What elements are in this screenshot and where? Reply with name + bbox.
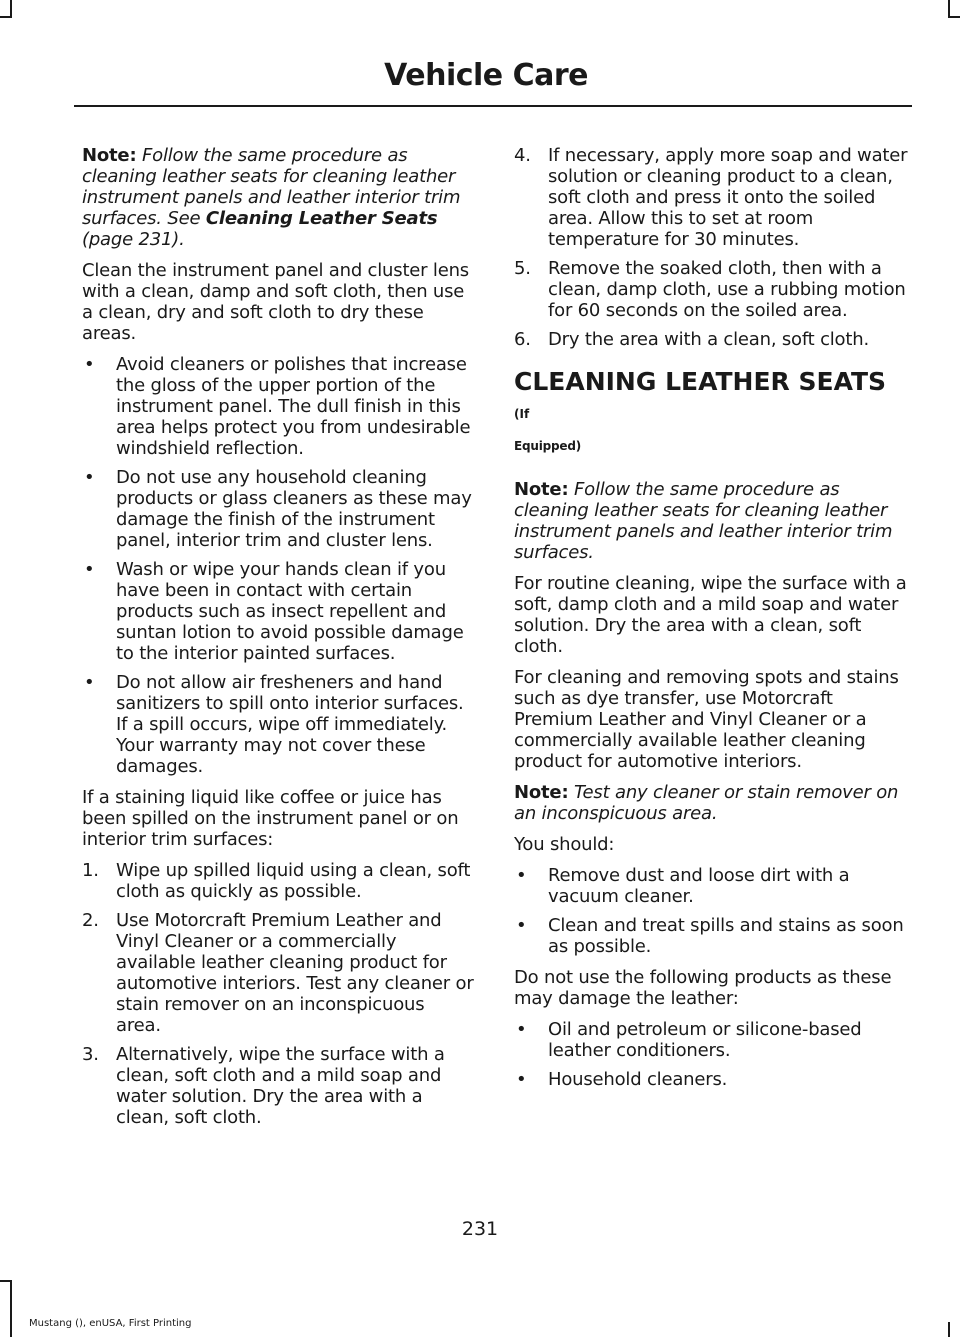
note-label: Note: [514,782,569,803]
right-column [514,145,908,1100]
list-item-text: Wipe up spilled liquid using a clean, soft cloth as quickly as possible. [116,860,471,902]
page-number: 231 [461,1218,499,1240]
list-item [514,915,908,957]
list-item [514,145,908,250]
bullet-list [514,1019,908,1090]
step-number: 3. [82,1044,99,1065]
body-paragraph: For routine cleaning, wipe the surface with a soft, damp cloth and a mild soap and water solution. Dry the area with a clean, soft cloth. [514,573,907,657]
list-item [82,354,474,459]
left-column [82,145,474,1138]
section-heading-qualifier-line2: Equipped) [514,439,582,453]
bullet-list [82,354,474,777]
section-heading [514,368,908,428]
cross-reference-link[interactable]: Cleaning Leather Seats [205,208,438,229]
list-item-text: Household cleaners. [548,1069,728,1090]
body-paragraph: You should: [514,834,615,855]
bullet-marker: • [84,354,95,375]
list-item [82,672,474,777]
list-item [514,1069,908,1090]
body-paragraph: Do not use the following products as these may damage the leather: [514,967,892,1009]
body-paragraph: Clean the instrument panel and cluster lens with a clean, damp and soft cloth, then use a clean, dry and soft cloth to dry these areas. [82,260,469,344]
list-item [82,860,474,902]
crop-mark [0,16,12,18]
numbered-list [82,860,474,1128]
section-heading-text: CLEANING LEATHER SEATS [514,367,887,396]
bullet-marker: • [84,672,95,693]
step-number: 5. [514,258,531,279]
list-item [82,1044,474,1128]
note-text: Follow the same procedure as cleaning leather seats for cleaning leather instrument panels and leather interior trim surfaces. See [82,145,461,229]
list-item-text: Use Motorcraft Premium Leather and Vinyl Cleaner or a commercially available leather cleaning product for automotive interiors. Test any cleaner or stain remover on an inconspicuous area. [116,910,474,1036]
bullet-marker: • [516,865,527,886]
note-label: Note: [82,145,137,166]
bullet-marker: • [84,559,95,580]
cross-reference-page: (page 231). [82,229,185,250]
body-paragraph: For cleaning and removing spots and stains such as dye transfer, use Motorcraft Premium Leather and Vinyl Cleaner or a commercially available leather cleaning product for automotive interiors. [514,667,899,772]
section-heading-qualifier: (If [514,407,530,421]
note-paragraph [514,782,908,824]
list-item-text: Alternatively, wipe the surface with a clean, soft cloth and a mild soap and water solution. Dry the area with a clean, soft cloth. [116,1044,445,1128]
step-number: 1. [82,860,99,881]
bullet-marker: • [516,915,527,936]
list-item-text: Remove dust and loose dirt with a vacuum cleaner. [548,865,850,907]
page-header-title: Vehicle Care [384,58,588,93]
note-paragraph [82,145,474,250]
note-text: Follow the same procedure as cleaning leather seats for cleaning leather instrument panels and leather interior trim surfaces. [514,479,893,563]
crop-mark [0,1280,12,1282]
list-item-text: Dry the area with a clean, soft cloth. [548,329,869,350]
bullet-marker: • [516,1069,527,1090]
bullet-marker: • [84,467,95,488]
list-item [514,1019,908,1061]
crop-mark [948,1322,950,1337]
list-item [514,329,908,350]
list-item-text: Do not use any household cleaning products or glass cleaners as these may damage the finish of the instrument panel, interior trim and cluster lens. [116,467,472,551]
bullet-list [514,865,908,957]
list-item-text: Avoid cleaners or polishes that increase the gloss of the upper portion of the instrument panel. The dull finish in this area helps protect you from undesirable windshield reflection. [116,354,471,459]
step-number: 2. [82,910,99,931]
body-paragraph: If a staining liquid like coffee or juice has been spilled on the instrument panel or on interior trim surfaces: [82,787,459,850]
note-paragraph [514,479,908,563]
step-number: 4. [514,145,531,166]
list-item-text: Remove the soaked cloth, then with a clean, damp cloth, use a rubbing motion for 60 seconds on the soiled area. [548,258,906,321]
list-item-text: Clean and treat spills and stains as soon as possible. [548,915,904,957]
list-item-text: Wash or wipe your hands clean if you have been in contact with certain products such as insect repellent and suntan lotion to avoid possible damage to the interior painted surfaces. [116,559,464,664]
numbered-list [514,145,908,350]
bullet-marker: • [516,1019,527,1040]
note-label: Note: [514,479,569,500]
list-item-text: If necessary, apply more soap and water solution or cleaning product to a clean, soft cloth and press it onto the soiled area. Allow this to set at room temperature for 30 minutes. [548,145,908,250]
list-item [82,910,474,1036]
list-item [514,865,908,907]
list-item [82,467,474,551]
list-item-text: Do not allow air fresheners and hand sanitizers to spill onto interior surfaces. If a spill occurs, wipe off immediately. Your warranty may not cover these damages. [116,672,464,777]
list-item-text: Oil and petroleum or silicone-based leather conditioners. [548,1019,862,1061]
crop-mark [948,16,960,18]
crop-mark [10,1280,12,1337]
step-number: 6. [514,329,531,350]
footer-edition-text: Mustang (), enUSA, First Printing [29,1318,192,1329]
header-divider [74,105,912,107]
list-item [514,258,908,321]
list-item [82,559,474,664]
note-text: Test any cleaner or stain remover on an inconspicuous area. [514,782,899,824]
